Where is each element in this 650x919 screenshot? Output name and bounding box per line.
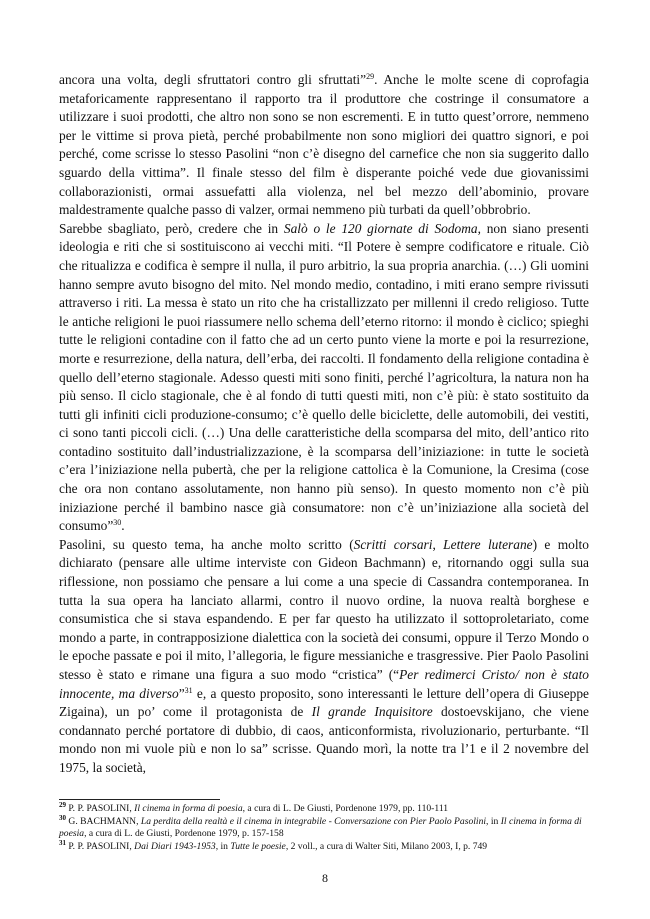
footnote xyxy=(59,813,589,841)
footnote-ref: 30 xyxy=(113,518,122,528)
footnote-ref: 29 xyxy=(59,801,66,809)
text-run: , a cura di L. de Giusti, Pordenone 1979, p. 157-158 xyxy=(84,828,284,840)
italic-title: Il grande Inquisitore xyxy=(311,704,433,720)
italic-title: Salò o le 120 giornate di Sodoma xyxy=(283,220,478,236)
text-run: G. BACHMANN, xyxy=(66,815,141,827)
footnote xyxy=(59,838,589,854)
text-run: . Anche le molte scene di coprofagia metaforicamente rappresentano il rapporto tra il produttore che costringe il consumatore a utilizzare i suoi prodotti, che altro non sono se non escrementi. E in tutto quest’orrore, nemmeno per le vittime si prova pietà, perché probabilmente non sono migliori dei quattro signori, e poi perché, come scrisse lo stesso Pasolini “non c’è disegno del carnefice che non sia suggerito dallo sguardo della vittima”. Il finale stesso del film è disperante poiché vede due giovanissimi collaborazionisti, ormai assuefatti alla violenza, nel bel mezzo dell’abominio, provare maldestramente qualche passo di valzer, ormai nemmeno più turbati da quell’obbrobrio. xyxy=(59,72,589,218)
text-run: dostoevskijano, che viene condannato perché portatore di dubbio, di caos, anticonformista, rivoluzionario, perturbante. “Il mondo non mi vuole più e non lo sa” scrisse. Quando morì, la notte tra l’1 e il 2 novembre del 1975, la società, xyxy=(59,704,589,775)
text-run: , in xyxy=(486,815,501,827)
text-run: , in xyxy=(215,840,231,852)
footnote-ref: 29 xyxy=(366,72,375,81)
italic-title: Il cinema in forma di poesia xyxy=(59,815,582,840)
text-run: ancora una volta, degli sfruttatori contro gli sfruttati” xyxy=(59,72,367,87)
text-run: P. P. PASOLINI, xyxy=(66,803,135,814)
italic-title: Lettere luterane xyxy=(443,536,533,552)
italic-title: Tutte le poesie xyxy=(230,840,286,852)
footnotes xyxy=(59,803,589,853)
footnote-ref: 31 xyxy=(184,685,193,695)
footnote-ref: 30 xyxy=(59,813,66,822)
text-run: ) e molto dichiarato (pensare alle ultime interviste con Gideon Bachmann) e, ritornando oggi sulla sua riflessione, non possiamo che pensare a lui come a una specie di Cassandra contemporanea. In tutta la sua opera ha lanciato allarmi, contro il nuovo ordine, la nuova realtà borghese e consumistica che si stava espandendo. E per far questo ha utilizzato il sottoproletariato, come mondo a parte, in contrapposizione dialettica con la società dei consumi, oppure il Terzo Mondo o le epoche passate e poi il mito, l’allegoria, le figure messianiche e trasgressive. Pier Paolo Pasolini stesso è stato e rimane una figura a suo modo “cristica” (“ xyxy=(59,536,589,682)
text-run: . xyxy=(121,518,125,534)
text-run: , non siano presenti ideologia e riti che si sostituiscono ai vecchi miti. “Il Potere è sempre codificatore e rituale. Ciò che ritualizza e codifica è sempre il nulla, il puro arbitrio, la sua propria anarchia. (…) Gli uomini hanno sempre avuto bisogno del mito. Nel mondo medio, contadino, i miti erano sempre rivissuti attraverso i riti. La messa è stato un rito che ha cristallizzato per millenni il credo religioso. Tutte le antiche religioni le puoi riassumere nello schema dell’eterno ritorno: il mondo è ciclico; spieghi tutte le religioni contadine con il fatto che ad un certo punto viene la morte e poi la resurrezione, morte e resurrezione, della natura, dell’erba, dei raccolti. Il fondamento della religione contadina è quello dell’eterno stagionale. Adesso questi miti sono finiti, perché l’agricoltura, la natura non ha più senso. Il ciclo stagionale, che è al fondo di tutti questi miti, non c’è più: è stato sostituito da tutti gli infiniti cicli produzione-consumo; c’è quello delle biciclette, delle automobili, dei vestiti, ci sono tanti piccoli cicli. (…) Una delle caratteristiche della scomparsa del mito, dell’antico rito contadino sostituito dall’industrializzazione, è la scomparsa dell’iniziazione: in tutte le società c’era l’iniziazione nella pubertà, che per la religione cattolica è la Comunione, la Cresima (cose che ora non contano assolutamente, non hanno più senso). In questo momento non c’è più iniziazione perché il bambino nasce già consumatore: non c’è un’iniziazione alla società del consumo” xyxy=(59,220,589,534)
text-run: , a cura di L. De Giusti, Pordenone 1979, pp. 110-111 xyxy=(242,803,449,814)
footnote xyxy=(59,803,589,816)
italic-title: Scritti corsari xyxy=(353,536,433,552)
body-text xyxy=(59,71,589,778)
text-run: P. P. PASOLINI, xyxy=(66,840,135,852)
paragraph xyxy=(59,220,589,536)
text-run: ” xyxy=(178,685,185,701)
italic-title: Il cinema in forma di poesia xyxy=(134,803,243,814)
text-run: , 2 voll., a cura di Walter Siti, Milano 2003, I, p. 749 xyxy=(285,840,488,852)
italic-title: La perdita della realtà e il cinema in integrabile - Conversazione con Pier Paolo Pasolini xyxy=(140,815,487,827)
text-run: e, a questo proposito, sono interessanti le letture dell’opera di Giuseppe Zigaina), un po’ come il protagonista de xyxy=(59,685,589,720)
italic-title: Per redimerci Cristo/ non è stato innocente, ma diverso xyxy=(59,667,589,701)
page-number: 8 xyxy=(322,871,328,885)
text-run: , xyxy=(432,536,444,552)
text-run: Sarebbe sbagliato, però, credere che in xyxy=(59,220,284,236)
paragraph xyxy=(59,536,589,778)
italic-title: Dai Diari 1943-1953 xyxy=(134,840,216,852)
footnote-ref: 31 xyxy=(59,838,66,847)
paragraph xyxy=(59,71,589,220)
text-run: Pasolini, su questo tema, ha anche molto scritto ( xyxy=(59,536,354,552)
footnote-separator xyxy=(59,799,220,800)
